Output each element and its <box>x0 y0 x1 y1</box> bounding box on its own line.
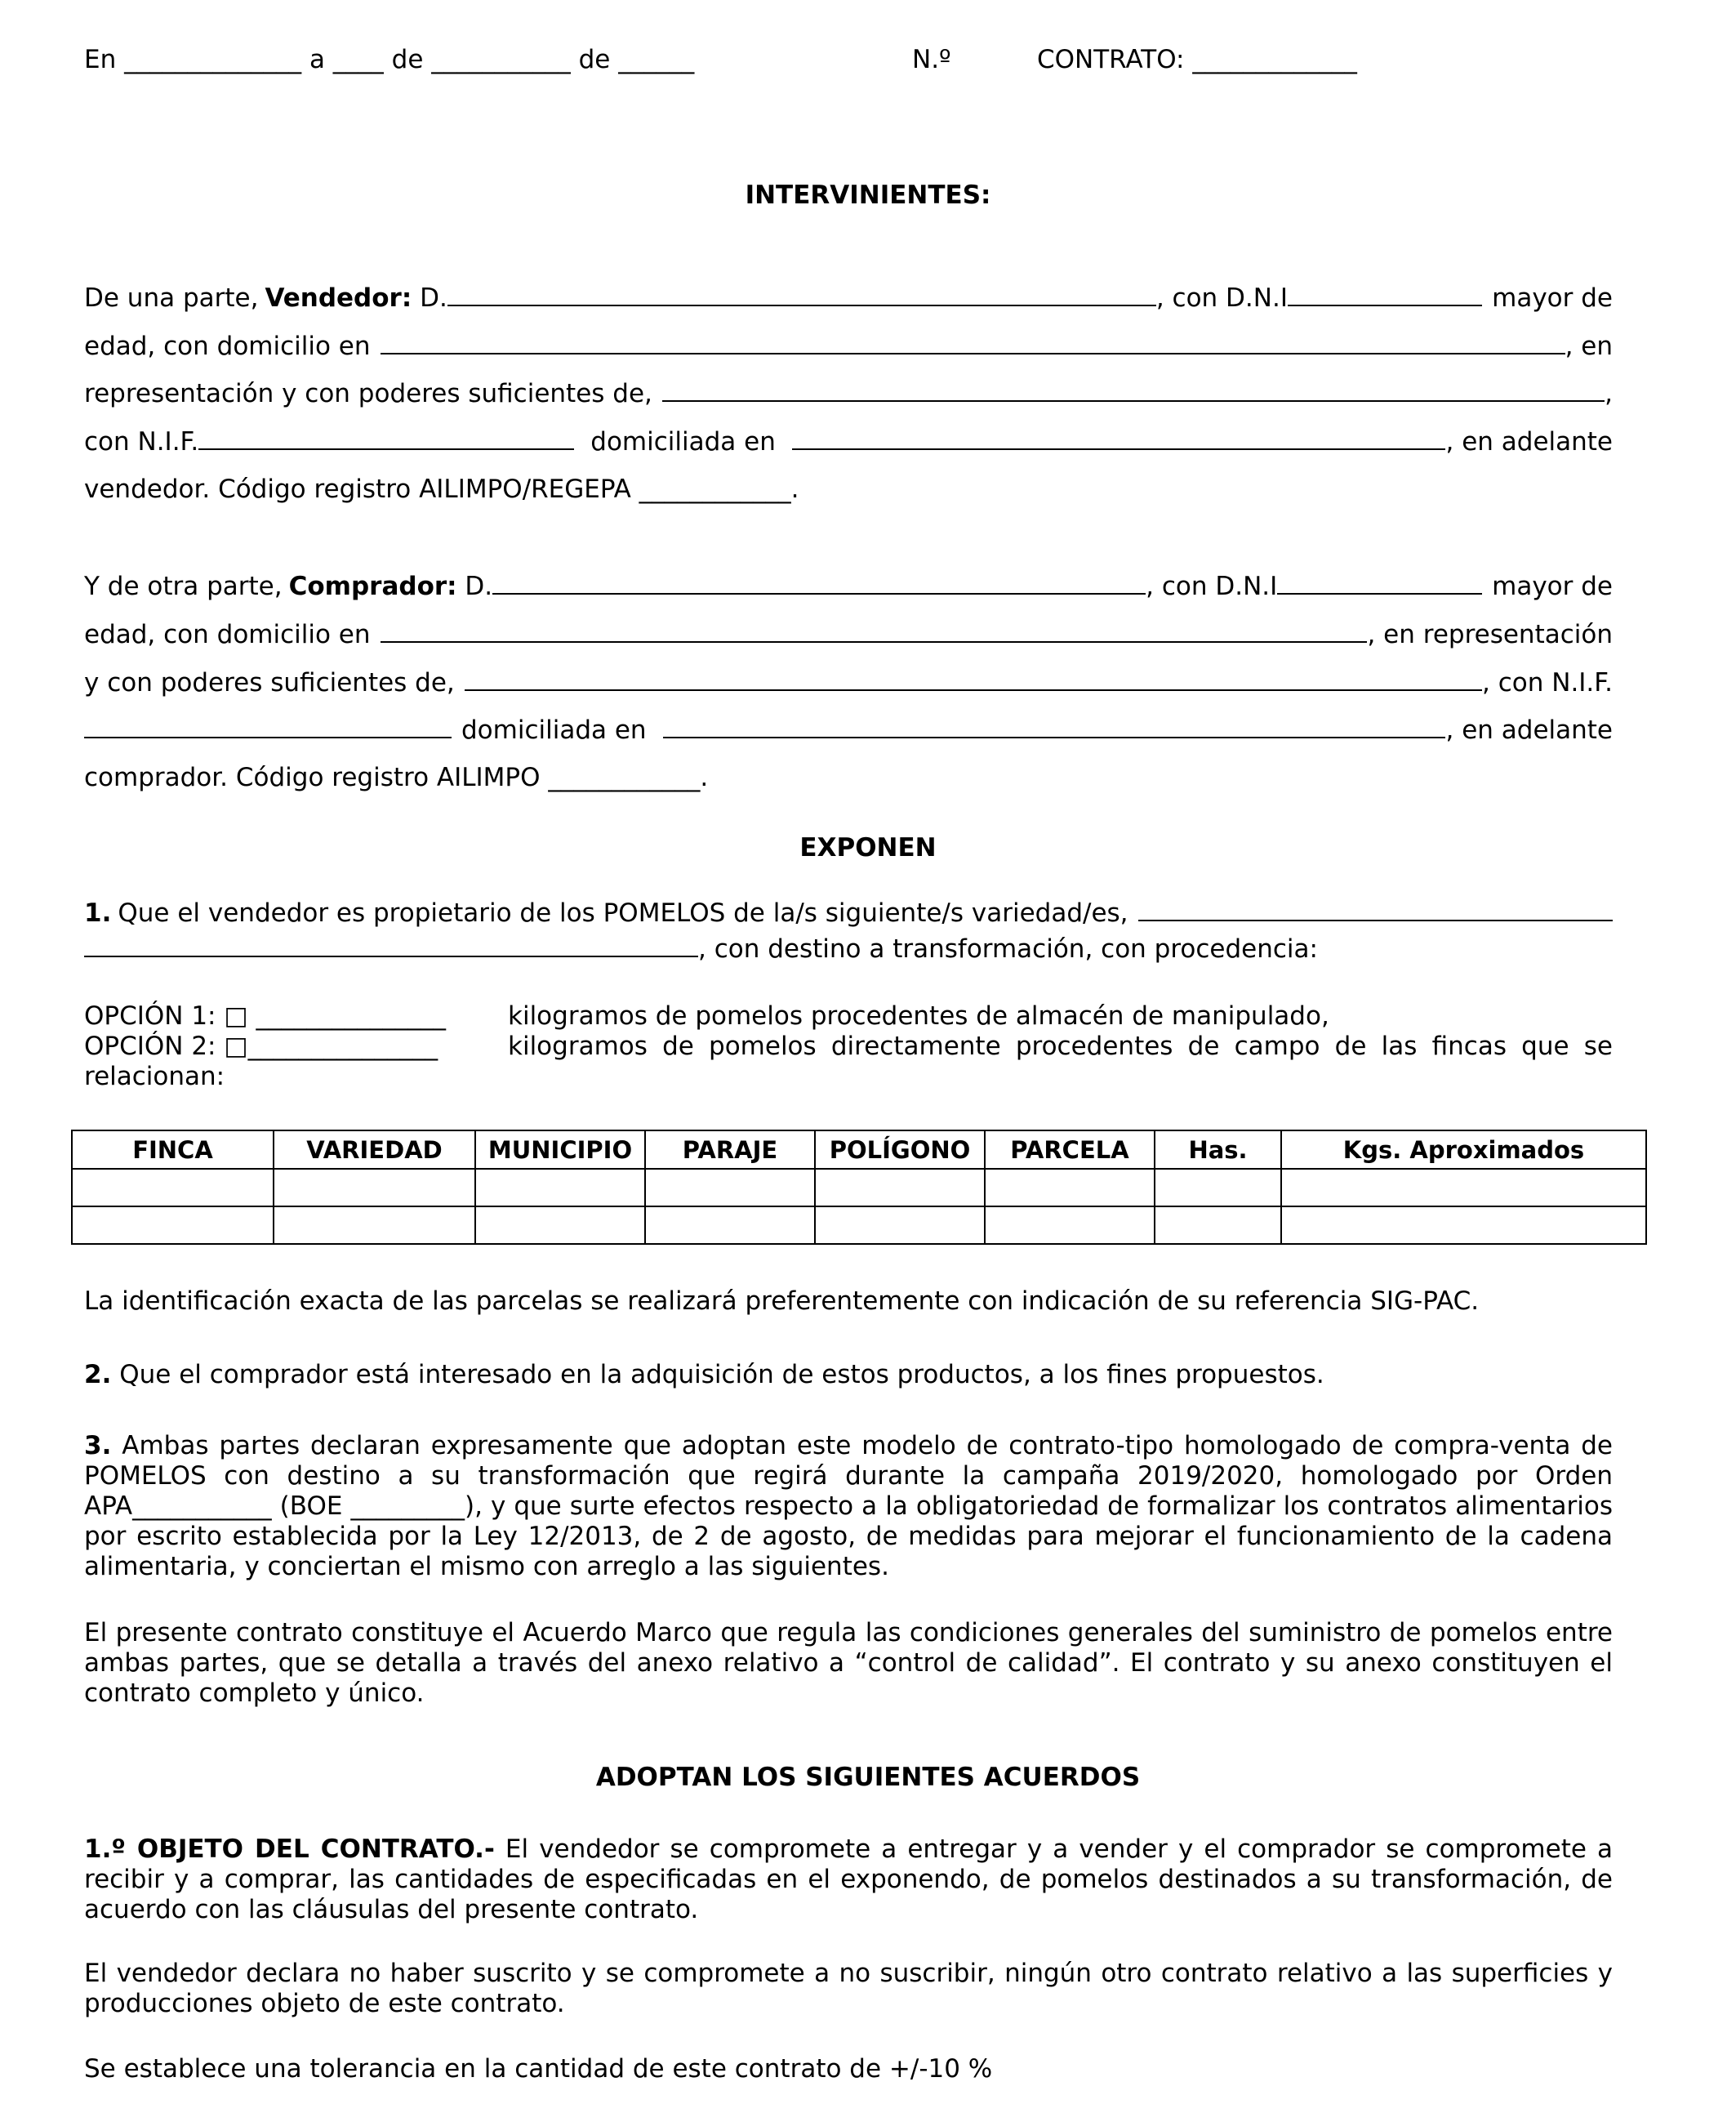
clause-1-paragraph-2: El vendedor declara no haber suscrito y se compromete a no suscribir, ningún otro contrato relativo a las superficies y producciones objeto de este contrato. <box>84 1959 1613 2018</box>
option-2-continuation: relacionan: <box>84 1062 225 1091</box>
comprador-line-5: comprador. Código registro AILIMPO ____________. <box>84 763 709 792</box>
table-cell[interactable] <box>475 1206 645 1244</box>
vendedor-line-2: edad, con domicilio en , en <box>84 332 1613 361</box>
sigpac-note: La identificación exacta de las parcelas se realizará preferentemente con indicación de su referencia SIG-PAC. <box>84 1286 1480 1316</box>
table-cell[interactable] <box>1281 1169 1646 1206</box>
clause-1-title: 1.º OBJETO DEL CONTRATO.- <box>84 1834 495 1864</box>
table-cell[interactable] <box>645 1206 815 1244</box>
col-municipio: MUNICIPIO <box>475 1130 645 1169</box>
comprador-domiciliada-blank[interactable] <box>663 714 1446 738</box>
option-2-text: kilogramos de pomelos directamente procedentes de campo de las fincas que se <box>508 1032 1613 1061</box>
clause-1: 1.º OBJETO DEL CONTRATO.- El vendedor se compromete a entregar y a vender y el comprador se compromete a recibir y a comprar, las cantidades de especificadas en el exponendo, de pomelos destinados a su transformación, de acuerdo con las cláusulas del presente contrato. <box>84 1834 1614 1924</box>
vendedor-representacion-blank[interactable] <box>662 377 1605 402</box>
exponen-p2: 2. Que el comprador está interesado en la adquisición de estos productos, a los fines propuestos. <box>84 1360 1324 1389</box>
contract-number-label: CONTRATO: _____________ <box>1037 45 1357 74</box>
comprador-dni-blank[interactable] <box>1277 570 1482 595</box>
table-cell[interactable] <box>72 1206 274 1244</box>
comprador-domicilio-blank[interactable] <box>381 618 1368 643</box>
vendedor-name-blank[interactable] <box>447 282 1156 306</box>
comprador-line-4: domiciliada en , en adelante <box>84 714 1613 761</box>
intervinientes-heading: INTERVINIENTES: <box>745 181 991 210</box>
table-cell[interactable] <box>815 1169 985 1206</box>
comprador-line-3: y con poderes suficientes de, , con N.I.F. <box>84 668 1613 698</box>
variedades-blank-2[interactable] <box>84 933 698 957</box>
vendedor-domiciliada-blank[interactable] <box>792 426 1446 450</box>
vendedor-dni-blank[interactable] <box>1288 282 1482 306</box>
comprador-representacion-blank[interactable] <box>465 666 1482 691</box>
comprador-line-1: Y de otra parte, Comprador: D. , con D.N.I mayor de <box>84 572 1613 601</box>
col-poligono: POLÍGONO <box>815 1130 985 1169</box>
table-cell[interactable] <box>475 1169 645 1206</box>
col-kgs: Kgs. Aproximados <box>1281 1130 1646 1169</box>
vendedor-label: Vendedor: <box>265 283 412 313</box>
table-cell[interactable] <box>1155 1169 1281 1206</box>
table-row <box>72 1169 1646 1206</box>
exponen-p1-line-2: , con destino a transformación, con procedencia: <box>84 933 1613 980</box>
table-cell[interactable] <box>1281 1206 1646 1244</box>
acuerdos-heading: ADOPTAN LOS SIGUIENTES ACUERDOS <box>595 1763 1141 1792</box>
clause-1-tolerance: Se establece una tolerancia en la cantidad de este contrato de +/-10 % <box>84 2054 993 2084</box>
option-1-label[interactable]: OPCIÓN 1: □ _______________ <box>84 1001 446 1031</box>
exponen-p3: 3. Ambas partes declaran expresamente que adoptan este modelo de contrato-tipo homologado de compra-venta de POMELOS con destino a su transformación que regirá durante la campaña 2019/2020, homologado por Orden APA___________ (BOE _________), y que surte efectos respecto a la obligatoriedad de formalizar los contratos alimentarios por escrito establecida por la Ley 12/2013, de 2 de agosto, de medidas para mejorar el funcionamiento de la cadena alimentaria, y conciertan el mismo con arreglo a las siguientes. <box>84 1431 1613 1581</box>
option-1-text: kilogramos de pomelos procedentes de almacén de manipulado, <box>508 1001 1329 1031</box>
vendedor-line-3: representación y con poderes suficientes de, , <box>84 379 1613 408</box>
table-row <box>72 1206 1646 1244</box>
col-has: Has. <box>1155 1130 1281 1169</box>
table-cell[interactable] <box>274 1206 475 1244</box>
place-date-line: En ______________ a ____ de ___________ de ______ <box>84 45 695 74</box>
vendedor-line-5: vendedor. Código registro AILIMPO/REGEPA ____________. <box>84 475 799 504</box>
exponen-heading: EXPONEN <box>799 833 937 863</box>
table-cell[interactable] <box>815 1206 985 1244</box>
table-cell[interactable] <box>985 1206 1155 1244</box>
vendedor-line-4: con N.I.F. domiciliada en , en adelante <box>84 427 1613 457</box>
comprador-label: Comprador: <box>288 572 457 601</box>
vendedor-domicilio-blank[interactable] <box>381 330 1565 354</box>
comprador-name-blank[interactable] <box>492 570 1146 595</box>
vendedor-line-1: De una parte, Vendedor: D. , con D.N.I mayor de <box>84 283 1613 313</box>
table-cell[interactable] <box>72 1169 274 1206</box>
comprador-line-2: edad, con domicilio en , en representación <box>84 620 1613 649</box>
fincas-table <box>71 1130 1647 1245</box>
table-cell[interactable] <box>985 1169 1155 1206</box>
table-cell[interactable] <box>274 1169 475 1206</box>
col-paraje: PARAJE <box>645 1130 815 1169</box>
number-label: N.º <box>912 45 951 74</box>
vendedor-nif-blank[interactable] <box>198 426 574 450</box>
exponen-p1-line-1: 1. Que el vendedor es propietario de los POMELOS de la/s siguiente/s variedad/es, <box>84 897 1613 944</box>
table-header-row <box>72 1130 1646 1169</box>
table-cell[interactable] <box>1155 1206 1281 1244</box>
table-cell[interactable] <box>645 1169 815 1206</box>
col-parcela: PARCELA <box>985 1130 1155 1169</box>
variedades-blank[interactable] <box>1138 897 1613 921</box>
col-variedad: VARIEDAD <box>274 1130 475 1169</box>
comprador-nif-blank[interactable] <box>84 714 452 738</box>
col-finca: FINCA <box>72 1130 274 1169</box>
option-2-label[interactable]: OPCIÓN 2: □_______________ <box>84 1032 438 1061</box>
exponen-p4: El presente contrato constituye el Acuerdo Marco que regula las condiciones generales del suministro de pomelos entre ambas partes, que se detalla a través del anexo relativo a “control de calidad”. El contrato y su anexo constituyen el contrato completo y único. <box>84 1618 1613 1708</box>
